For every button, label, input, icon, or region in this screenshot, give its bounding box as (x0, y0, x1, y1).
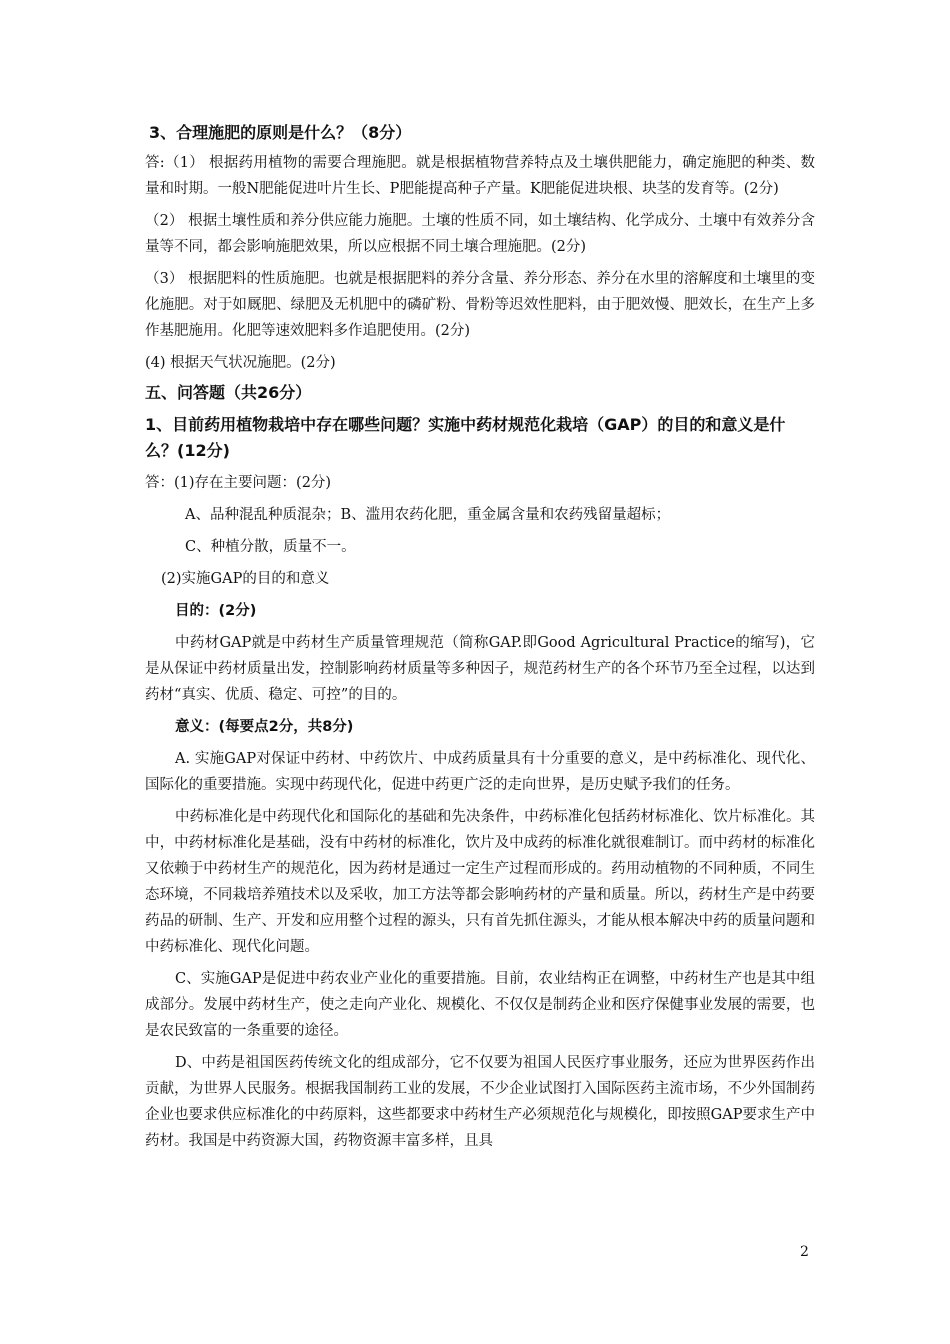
section-5-title: 五、问答题（共26分） (145, 383, 312, 402)
meaning-b: 中药标准化是中药现代化和国际化的基础和先决条件，中药标准化包括药材标准化、饮片标准化。其中，中药材标准化是基础，没有中药材的标准化，饮片及中成药的标准化就很难制订。而中药材的标准化又依赖于中药材生产的规范化，因为药材是通过一定生产过程而形成的。药用动植物的不同种质，不同生态环境，不同栽培养殖技术以及采收，加工方法等都会影响药材的产量和质量。所以，药材生产是中药要药品的研制、生产、开发和应用整个过程的源头，只有首先抓住源头，才能从根本解决中药的质量问题和中药标准化、现代化问题。 (145, 809, 815, 955)
answer-intro: 答：(1)存在主要问题：(2分) (145, 475, 332, 491)
meaning-a: A. 实施GAP对保证中药材、中药饮片、中成药质量具有十分重要的意义，是中药标准化、现代化、国际化的重要措施。实现中药现代化，促进中药更广泛的走向世界，是历史赋予我们的任务。 (145, 751, 815, 793)
page-number: 2 (800, 1244, 809, 1260)
problems-c: C、种植分散，质量不一。 (185, 539, 356, 555)
meaning-d: D、中药是祖国医药传统文化的组成部分，它不仅要为祖国人民医疗事业服务，还应为世界医药作出贡献，为世界人民服务。根据我国制药工业的发展，不少企业试图打入国际医药主流市场，不少外国制药企业也要求供应标准化的中药原料，这些都要求中药材生产必须规范化与规模化，即按照GAP要求生产中药材。我国是中药资源大国，药物资源丰富多样，且具 (145, 1055, 815, 1149)
problems-ab: A、品种混乱种质混杂；B、滥用农药化肥，重金属含量和农药残留量超标； (185, 507, 671, 523)
purpose-text: 中药材GAP就是中药材生产质量管理规范（简称GAP.即Good Agricultural Practice的缩写)，它是从保证中药材质量出发，控制影响药材质量等多种因子，规范药材生产的各个环节乃至全过程，以达到药材“真实、优质、稳定、可控”的目的。 (145, 635, 815, 703)
q3-answer-4: (4) 根据天气状况施肥。(2分) (145, 355, 336, 371)
meaning-label: 意义：(每要点2分，共8分) (175, 719, 354, 735)
q3-answer-1: 答:（1） 根据药用植物的需要合理施肥。就是根据植物营养特点及土壤供肥能力，确定施肥的种类、数量和时期。一般N肥能促进叶片生长、P肥能提高种子产量。K肥能促进块根、块茎的发育等。(2分) (145, 155, 815, 197)
meaning-c: C、实施GAP是促进中药农业产业化的重要措施。目前，农业结构正在调整，中药材生产也是其中组成部分。发展中药材生产，使之走向产业化、规模化、不仅仅是制药企业和医疗保健事业发展的需要，也是农民致富的一条重要的途径。 (145, 971, 815, 1039)
document-page (145, 120, 815, 1154)
q3-answer-2: （2） 根据土壤性质和养分供应能力施肥。土壤的性质不同，如土壤结构、化学成分、土壤中有效养分含量等不同，都会影响施肥效果，所以应根据不同土壤合理施肥。(2分) (145, 213, 815, 255)
part-2-heading: (2)实施GAP的目的和意义 (161, 571, 330, 587)
q3-answer-3: （3） 根据肥料的性质施肥。也就是根据肥料的养分含量、养分形态、养分在水里的溶解度和土壤里的变化施肥。对于如厩肥、绿肥及无机肥中的磷矿粉、骨粉等迟效性肥料，由于肥效慢、肥效长，在生产上多作基肥施用。化肥等速效肥料多作追肥使用。(2分) (145, 271, 815, 339)
section-5-question-1: 1、目前药用植物栽培中存在哪些问题？实施中药材规范化栽培（GAP）的目的和意义是什么？(12分) (145, 415, 786, 460)
purpose-label: 目的：(2分) (175, 603, 257, 619)
question-3-title: 3、合理施肥的原则是什么？（8分） (149, 123, 412, 142)
